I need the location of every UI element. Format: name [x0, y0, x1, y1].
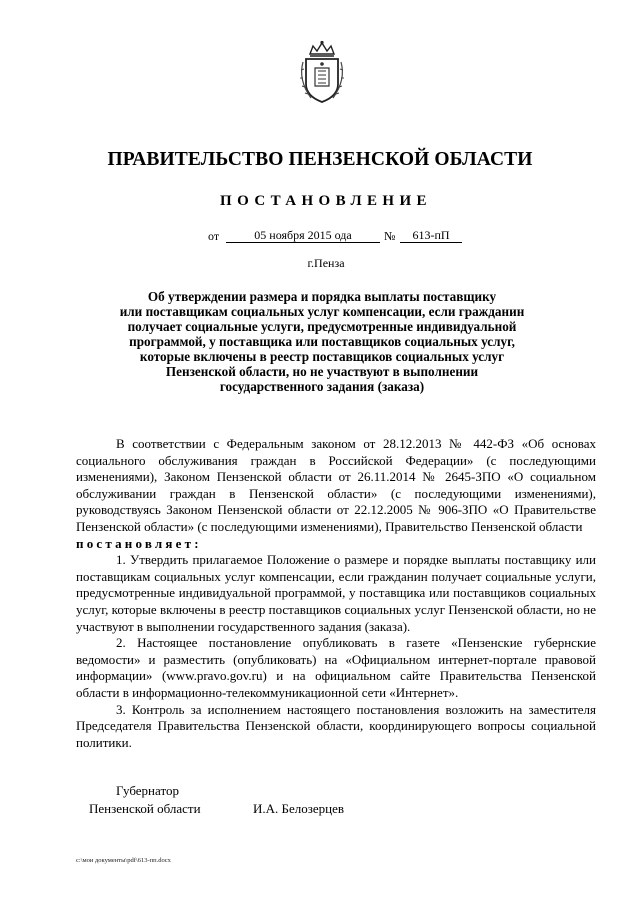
item-2-paragraph: 2. Настоящее постановление опубликовать в газете «Пензенские губернские ведомости» и разместить (опубликовать) на «Официальном интернет-портале правовой информации» (www.pravo.gov.ru) и на официальном сайте Правительства Пензенской области в информационно-телекоммуникационной сети «Интернет».	[76, 635, 596, 700]
footer-file-path: c:\мои документы\pdf\613-пп.docx	[76, 857, 171, 864]
date-field: 05 ноября 2015 ода	[226, 229, 380, 243]
item-3-paragraph: 3. Контроль за исполнением настоящего постановления возложить на заместителя Председателя Правительства Пензенской области, координирующего вопросы социальной политики.	[76, 701, 596, 750]
subject-line: или поставщикам социальных услуг компенсации, если гражданин	[119, 304, 525, 319]
subject-line: программой, у поставщика или поставщиков социальных услуг,	[129, 334, 515, 349]
signature-title: Губернатор	[116, 783, 179, 798]
preamble-paragraph	[76, 436, 596, 536]
signature-name: И.А. Белозерцев	[253, 801, 345, 816]
document-type-heading: ПОСТАНОВЛЕНИЕ	[220, 193, 432, 209]
item-1-paragraph: 1. Утвердить прилагаемое Положение о размере и порядке выплаты поставщику или поставщикам социальных услуг компенсации, если гражданин получает социальные услуги, предусмотренные индивидуальной программой, у поставщика или поставщиков социальных услуг, которые включены в реестр поставщиков социальных услуг Пензенской области, но не участвуют в выполнении государственного задания (заказа).	[76, 552, 596, 634]
subject-line: Об утверждении размера и порядка выплаты поставщику	[147, 289, 497, 304]
city-line: г.Пенза	[307, 256, 345, 270]
subject-line: государственного задания (заказа)	[219, 379, 425, 394]
signature-region: Пензенской области	[89, 801, 201, 816]
subject-line: которые включены в реестр поставщиков социальных услуг	[139, 349, 505, 364]
date-prefix: от	[208, 229, 220, 243]
coat-of-arms-icon	[297, 40, 347, 106]
subject-line: Пензенской области, но не участвуют в выполнении	[165, 364, 479, 379]
number-prefix: №	[384, 229, 396, 243]
government-title: ПРАВИТЕЛЬСТВО ПЕНЗЕНСКОЙ ОБЛАСТИ	[107, 149, 533, 170]
preamble-text: В соответствии с Федеральным законом от 28.12.2013 № 442-ФЗ «Об основах социального обслуживания граждан в Российской Федерации» (с последующими изменениями), Законом Пензенской области от 26.11.2014 № 2645-ЗПО «О социальном обслуживании граждан в Пензенской области» (с последующими изменениями), руководствуясь Законом Пензенской области от 22.12.2005 № 906-ЗПО «О Правительстве Пензенской области» (с последующими изменениями), Правительство Пензенской области	[76, 436, 596, 534]
number-field: 613-пП	[400, 229, 462, 243]
decree-paragraph	[76, 536, 596, 553]
document-subject	[96, 289, 548, 394]
subject-line: получает социальные услуги, предусмотренные индивидуальной	[127, 319, 517, 334]
decree-word: постановляет:	[76, 535, 202, 551]
document-body	[76, 436, 596, 751]
